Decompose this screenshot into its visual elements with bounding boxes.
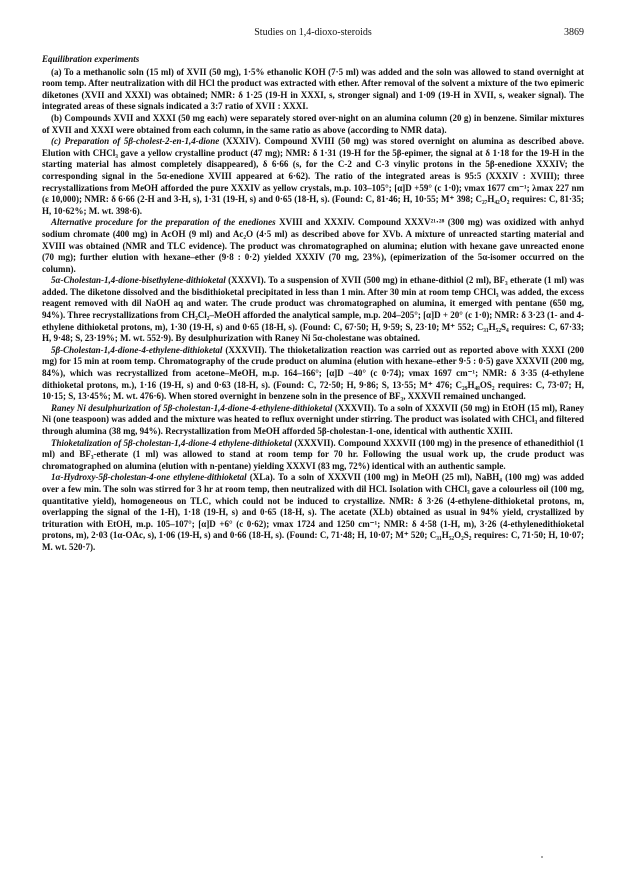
paragraph [42, 217, 584, 275]
paragraph [42, 345, 584, 403]
section-heading: Equilibration experiments [42, 54, 140, 64]
paragraph-text: (XXXVII). To a soln of XXXVII (50 mg) in EtOH (15 ml), Raney Ni (one teaspoon) was added and the mixture was heated to reflux overnight under stirring. The product was isolated with CHCl₃ and filtered through alumina (38 mg, 94%). Recrystallization from MeOH afforded 5β-cholestan-1-one, identical with authentic XXIII. [42, 402, 584, 436]
paragraph [42, 136, 584, 217]
paragraph-text: (a) To a methanolic soln (15 ml) of XVII (50 mg), 1·5% ethanolic KOH (7·5 ml) was added and the soln was allowed to stand overnight at room temp. After neutralization with dil HCl the product was extracted with ether. After removal of the solvent a mixture of the two epimeric diketones (XVII and XXXI) was obtained; NMR: δ 1·25 (19-H in XXXI, s, stronger signal) and 1·09 (19-H in XVII, s, weaker signal). The integrated areas of these signals indicated a 3:7 ratio of XVII : XXXI. [42, 66, 584, 112]
paragraph [42, 472, 584, 553]
paragraph-text: (XLa). To a soln of XXXVII (100 mg) in MeOH (25 ml), NaBH₄ (100 mg) was added over a few min. The soln was stirred for 3 hr at room temp, then neutralized with dil HCl. Isolation with CHCl₃ gave a colourless oil (100 mg, quantitative yield), homogeneous on TLC, which could not be induced to crystallize. NMR: δ 3·26 (4-ethylene-dithioketal protons, m, overlapping the signal of the 1-H), 1·18 (19-H, s) and 0·65 (18-H, s). The acetate (XLb) obtained as usual in 94% yield, crystallized by trituration with EtOH, m.p. 105–107°; [α]D +6° (c 0·62); νmax 1724 and 1250 cm⁻¹; NMR: δ 4·58 (1-H, m), 3·26 (4-ethylenedithioketal protons, m), 2·03 (1α-OAc, s), 1·06 (19-H, s) and 0·66 (18-H, s). (Found: C, 71·48; H, 10·07; M⁺ 520; C₃₁H₅₂O₂S₂ requires: C, 71·50; H, 10·07; M. wt. 520·7). [42, 472, 585, 552]
paragraph [42, 438, 584, 473]
paragraph-lead: 5α-Cholestan-1,4-dione-bisethylene-dithioketal [51, 275, 226, 286]
paragraph-text: (XXXVII). The thioketalization reaction was carried out as reported above with XXXI (200 mg) for 15 min at room temp. Chromatography of the crude product on alumina (elution with hexane–ether 9·5 : 0·5) gave XXXVII (200 mg, 84%), which was recrystallized from acetone–MeOH, m.p. 164–166°; [α]D −40° (c 0·74); νmax 1697 cm⁻¹; NMR: δ 3·35 (4-ethylene dithioketal protons, m.), 1·16 (19-H, s) and 0·63 (18-H, s). (Found: C, 72·50; H, 9·86; S, 13·55; M⁺ 476; C₂₉H₄₈OS₂ requires: C, 73·07; H, 10·15; S, 13·45%; M. wt. 476·6). When stored overnight in benzene soln in the presence of BF₃, XXXVII remained unchanged. [42, 344, 584, 402]
paragraph [42, 113, 584, 136]
paragraph-text: (b) Compounds XVII and XXXI (50 mg each) were separately stored over-night on an alumina column (20 g) in benzene. Similar mixtures of XVII and XXXI were obtained from each column, in the same ratio as above (according to NMR data). [42, 112, 584, 135]
article-body [42, 54, 584, 554]
paragraph-text: XVIII and XXXIV. Compound XXXV²¹·²⁸ (300 mg) was oxidized with anhyd sodium chromate (400 mg) in AcOH (9 ml) and Ac₂O (4·5 ml) as described above for XVb. A mixture of unreacted starting material and XVIII was obtained (NMR and TLC evidence). The product was chromatographed on alumina; elution with hexane gave unreacted enone (70 mg); further elution with hexane–ether (9·8 : 0·2) yielded XXXIV (70 mg, 23%), (epimerization of the 5α-isomer occurred on the column). [42, 217, 584, 274]
paragraph-lead: 1α-Hydroxy-5β-cholestan-4-one ethylene-dithioketal [51, 472, 247, 483]
page-number: 3869 [564, 27, 584, 38]
running-title: Studies on 1,4-dioxo-steroids [254, 27, 372, 38]
paragraph-text: (XXXVI). To a suspension of XVII (500 mg) in ethane-dithiol (2 ml), BF₃ etherate (1 ml) was added. The diketone dissolved and the bisdithioketal precipitated in less than 1 min. After 30 min at room temp CHCl₃ was added, the excess reagent removed with dil NaOH aq and water. The crude product was chromatographed on alumina, it emerged with pentane (650 mg, 94%). Three recrystallizations from CH₂Cl₂–MeOH afforded the analytical sample, m.p. 204–205°; [α]D + 20° (c 1·0); NMR: δ 3·23 (1- and 4-ethylene dithioketal protons, m), 1·30 (19-H, s) and 0·65 (18-H, s). (Found: C, 67·50; H, 9·59; S, 23·10; M⁺ 552; C₃₁H₅₂S₄ requires: C, 67·33; H, 9·48; S, 23·19%; M. wt. 552·9). By desulphurization with Raney Ni 5α-cholestane was obtained. [42, 275, 584, 344]
paragraph-lead: (c) Preparation of 5β-cholest-2-en-1,4-dione [51, 136, 220, 147]
paragraph-lead: Raney Ni desulphurization of 5β-cholestan-1,4-dione-4-ethylene-dithioketal [51, 402, 333, 413]
paragraph-text: (XXXVII). Compound XXXVII (100 mg) in the presence of ethanedithiol (1 ml) and BF₃-etherate (1 ml) was allowed to stand at room temp for 70 hr. Following the usual work up, the crude product was chromatographed on alumina (elution with n-pentane) yielding XXXVI (83 mg, 72%) identical with an authentic sample. [42, 437, 584, 471]
scan-speck [541, 856, 543, 858]
running-header [42, 27, 584, 41]
paragraph [42, 275, 584, 345]
paragraph-lead: Alternative procedure for the preparation of the enediones [51, 217, 276, 228]
paragraph-lead: 5β-Cholestan-1,4-dione-4-ethylene-dithioketal [51, 344, 223, 355]
paragraph-text: (XXXIV). Compound XVIII (50 mg) was stored overnight on alumina as described above. Elution with CHCl₃ gave a yellow crystalline product (47 mg); NMR: δ 1·31 (19-H for the 5β-epimer, the signal at δ 1·18 for the 19-H in the starting material has almost completely disappeared), δ 6·66 (s, for the C-2 and C-3 vinylic protons in the 5β-enedione XXXIV; the corresponding signal in the 5α-enedione XVIII appeared at 6·62). The ratio of the integrated areas is 95:5 (XXXIV : XVIII); three recrystallizations from MeOH afforded the pure XXXIV as yellow crystals, m.p. 103–105°; [α]D +59° (c 1·0); νmax 1677 cm⁻¹; λmax 227 nm (ε 10,000); NMR: δ 6·66 (2-H and 3-H, s), 1·31 (19-H, s) and 0·65 (18-H, s). (Found: C, 81·46; H, 10·55; M⁺ 398; C₂₇H₄₂O₂ requires: C, 81·35; H, 10·62%; M. wt. 398·6). [42, 136, 584, 216]
paragraph [42, 67, 584, 113]
paragraph-lead: Thioketalization of 5β-cholestan-1,4-dione-4 ethylene-dithioketal [51, 437, 293, 448]
paragraph [42, 403, 584, 438]
